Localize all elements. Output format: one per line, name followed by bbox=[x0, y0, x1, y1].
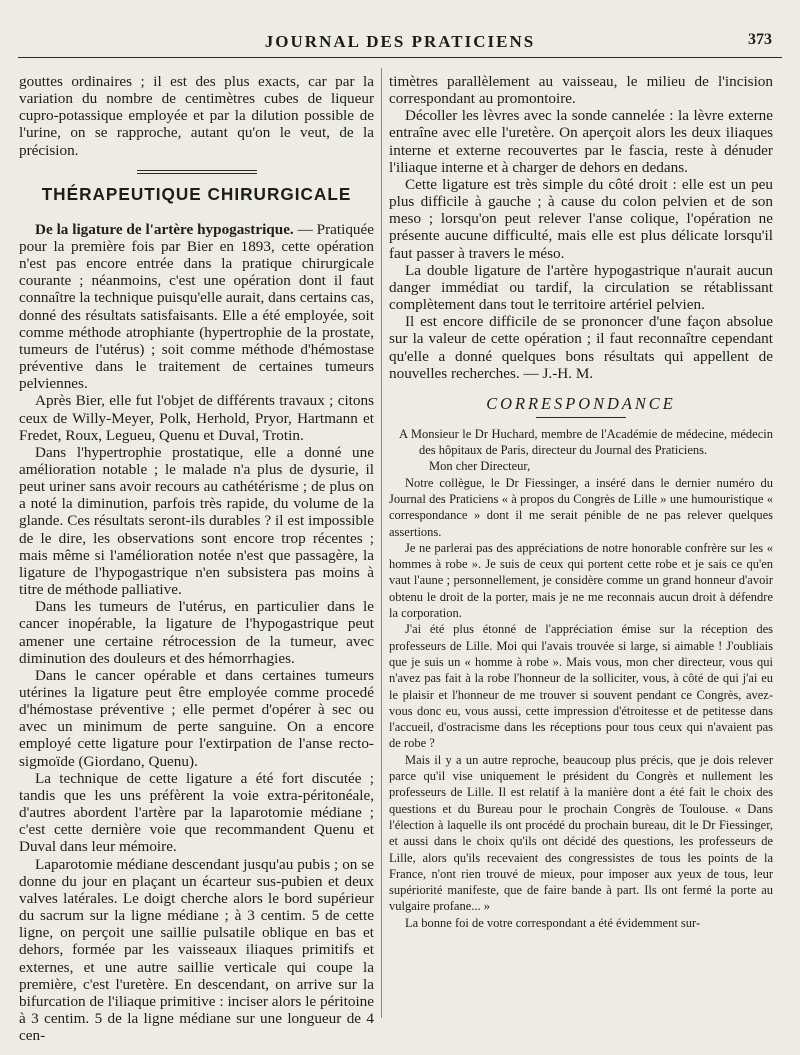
column-divider bbox=[381, 68, 382, 1018]
article-paragraph: Il est encore difficile de se prononcer d'une façon absolue sur la valeur de cette opération ; il faut reconnaître cependant qu'elle a donné quelques bons résultats qui appellent de nouvelles recherches. — J.-H. M. bbox=[389, 313, 773, 382]
letter-address: A Monsieur le Dr Huchard, membre de l'Académie de médecine, médecin des hôpitaux de Paris, directeur du Journal des Praticiens. bbox=[399, 426, 773, 458]
left-column bbox=[19, 73, 374, 1044]
letter-paragraph: Mais il y a un autre reproche, beaucoup plus précis, que je dois relever parce qu'il vise uniquement le président du Congrès et nullement les professeurs de Lille. Il est relatif à la manière dont a été fait le choix des questions et du Bureau pour le prochain Congrès de Toulouse. « Dans l'élection à laquelle ils ont procédé du prochain bureau, dit le Dr Fiessinger, et aussi dans le choix qu'ils ont décidé des questions, les professeurs de Lille, alors qu'ils recevaient des congressistes de tous les points de la France, n'ont rien trouvé de mieux, pour imposer aux yeux de tous, leur supériorité manifeste, que de faire bande à part. Ils ont fermé la porte au vulgaire profane... » bbox=[389, 752, 773, 914]
article-paragraph: Laparotomie médiane descendant jusqu'au pubis ; on se donne du jour en plaçant un écarteur sus-pubien et deux valves latérales. Le doigt cherche alors le bord supérieur du sacrum sur la ligne médiane ; à 3 centim. 5 de cette ligne, on perçoit une saillie pulsatile oblique en bas et dehors, formée par les vaisseaux iliaques primitifs et externes, et une autre saillie verticale qui coupe la première, c'est l'uretère. En descendant, on arrive sur la bifurcation de l'iliaque primitive : inciser alors le péritoine à 3 centim. 5 de la ligne médiane sur une longueur de 4 cen- bbox=[19, 855, 374, 1045]
letter-paragraph: Je ne parlerai pas des appréciations de notre honorable confrère sur les « hommes à robe ». Je suis de ceux qui portent cette robe et je sais ce qu'en vaut l'aune ; personnellement, je considère comme un grand honneur d'avoir obtenu le droit de la porter, mais je ne me reconnais aucun droit à défendre la corporation. bbox=[389, 540, 773, 621]
section-heading: THÉRAPEUTIQUE CHIRURGICALE bbox=[41, 183, 352, 204]
letter-salutation: Mon cher Directeur, bbox=[429, 459, 531, 474]
correspondence-heading: CORRESPONDANCE bbox=[486, 393, 676, 413]
letter-paragraph: J'ai été plus étonné de l'appréciation émise sur la réception des professeurs de Lille. Moi qui l'avais trouvée si large, si aimable ! J'oubliais que je suis un « homme à robe ». Mais vous, mon cher directeur, vous qui n'avez pas fait à la robe l'honneur de la solliciter, vous, à côté de qui j'ai eu le plaisir et l'honneur de me trouver si souvent pendant ce Congrès, avez-vous donc eu, vous aussi, cette impression d'étroitesse et de petitesse dans l'accueil, d'ostracisme dans les réceptions pour tous ceux qui n'avaient pas de robe ? bbox=[389, 622, 773, 751]
correspondence-rule bbox=[536, 417, 626, 418]
article-title: De la ligature de l'artère hypogastrique. bbox=[35, 220, 294, 238]
page-header bbox=[18, 30, 782, 58]
article-paragraph: Décoller les lèvres avec la sonde cannelée : la lèvre externe entraîne avec elle l'uretère. On aperçoit alors les deux iliaques interne et externe recouvertes par le fascia, reste à dénuder l'iliaque interne et à charger de dehors en dedans. bbox=[389, 107, 773, 176]
article-paragraph: Cette ligature est très simple du côté droit : elle est un peu plus difficile à gauche ; à cause du colon pelvien et de son meso ; lorsqu'on peut relever l'anse colique, l'opération ne présente aucune difficulté, mais elle est plus délicate lorsqu'il faut passer à travers le méso. bbox=[389, 175, 773, 262]
article-paragraph: Dans l'hypertrophie prostatique, elle a donné une amélioration notable ; le malade n'a plus de dysurie, il peut uriner sans avoir recours au cathétérisme ; de plus on a noté la diminution, parfois très rapide, du volume de la glande. Ces résultats seront-ils durables ? il est impossible de le dire, les observations sont encore trop récentes ; mais même si l'amélioration notée n'est que passagère, la ligature de l'hypogastrique n'en subsistera pas moins à titre de méthode palliative. bbox=[19, 443, 374, 599]
article-paragraph bbox=[19, 221, 374, 393]
article-paragraph: Dans le cancer opérable et dans certaines tumeurs utérines la ligature peut être employée comme procedé d'hémostase préventive ; elle permet d'opérer à sec ou avec un minimum de perte sanguine. On a encore employé cette ligature pour l'extirpation de l'anse recto-sigmoïde (Giordano, Quenu). bbox=[19, 666, 374, 770]
page-number: 373 bbox=[748, 31, 772, 48]
letter-paragraph: Notre collègue, le Dr Fiessinger, a inséré dans le dernier numéro du Journal des Praticiens « à propos du Congrès de Lille » une humouristique « correspondance » dont il me serait pénible de ne pas relever quelques assertions. bbox=[389, 475, 773, 539]
intro-paragraph: gouttes ordinaires ; il est des plus exacts, car par la variation du nombre de centimètres cubes de liqueur cupro-potassique employée et par la dilution possible de l'urine, on se rapproche, autant qu'on le veut, de la précision. bbox=[19, 73, 374, 159]
letter-paragraph: La bonne foi de votre correspondant a été évidemment sur- bbox=[405, 915, 701, 930]
running-title: JOURNAL DES PRATICIENS bbox=[264, 32, 536, 51]
article-paragraph: Dans les tumeurs de l'utérus, en particulier dans le cancer inopérable, la ligature de l'hypogastrique peut amener une certaine rétrocession de la tumeur, avec diminution des douleurs et des hémorrhagies. bbox=[19, 598, 374, 667]
right-column bbox=[389, 73, 773, 931]
article-paragraph: La double ligature de l'artère hypogastrique n'aurait aucun danger immédiat ou tardif, la circulation se rétablissant complètement dans tout le territoire artériel pelvien. bbox=[389, 261, 773, 314]
article-paragraph: La technique de cette ligature a été fort discutée ; tandis que les uns préfèrent la voie extra-péritonéale, d'autres abordent l'artère par la laparotomie médiane ; c'est cette dernière voie que recommandent Quenu et Duval dans leur mémoire. bbox=[19, 769, 374, 856]
section-rule bbox=[137, 170, 257, 174]
letter bbox=[389, 426, 773, 931]
article-continuation: timètres parallèlement au vaisseau, le milieu de l'incision correspondant au promontoire. bbox=[389, 73, 773, 108]
article-text: — Pratiquée pour la première fois par Bier en 1893, cette opération n'est pas encore entrée dans la pratique chirurgicale courante ; néanmoins, c'est une opération dont il faut connaître la technique puisqu'elle aurait, dans certains cas, donné des résultats satisfaisants. Elle a été employée, soit comme méthode atrophiante (hypertrophie de la prostate, tumeurs de l'utérus) ; soit comme méthode d'hémostase préventive dans le traitement de certaines tumeurs pelviennes. bbox=[19, 220, 374, 393]
article-paragraph: Après Bier, elle fut l'objet de différents travaux ; citons ceux de Willy-Meyer, Polk, Herhold, Pryor, Hartmann et Fredet, Roux, Legueu, Quenu et Duval, Trotin. bbox=[19, 392, 374, 444]
